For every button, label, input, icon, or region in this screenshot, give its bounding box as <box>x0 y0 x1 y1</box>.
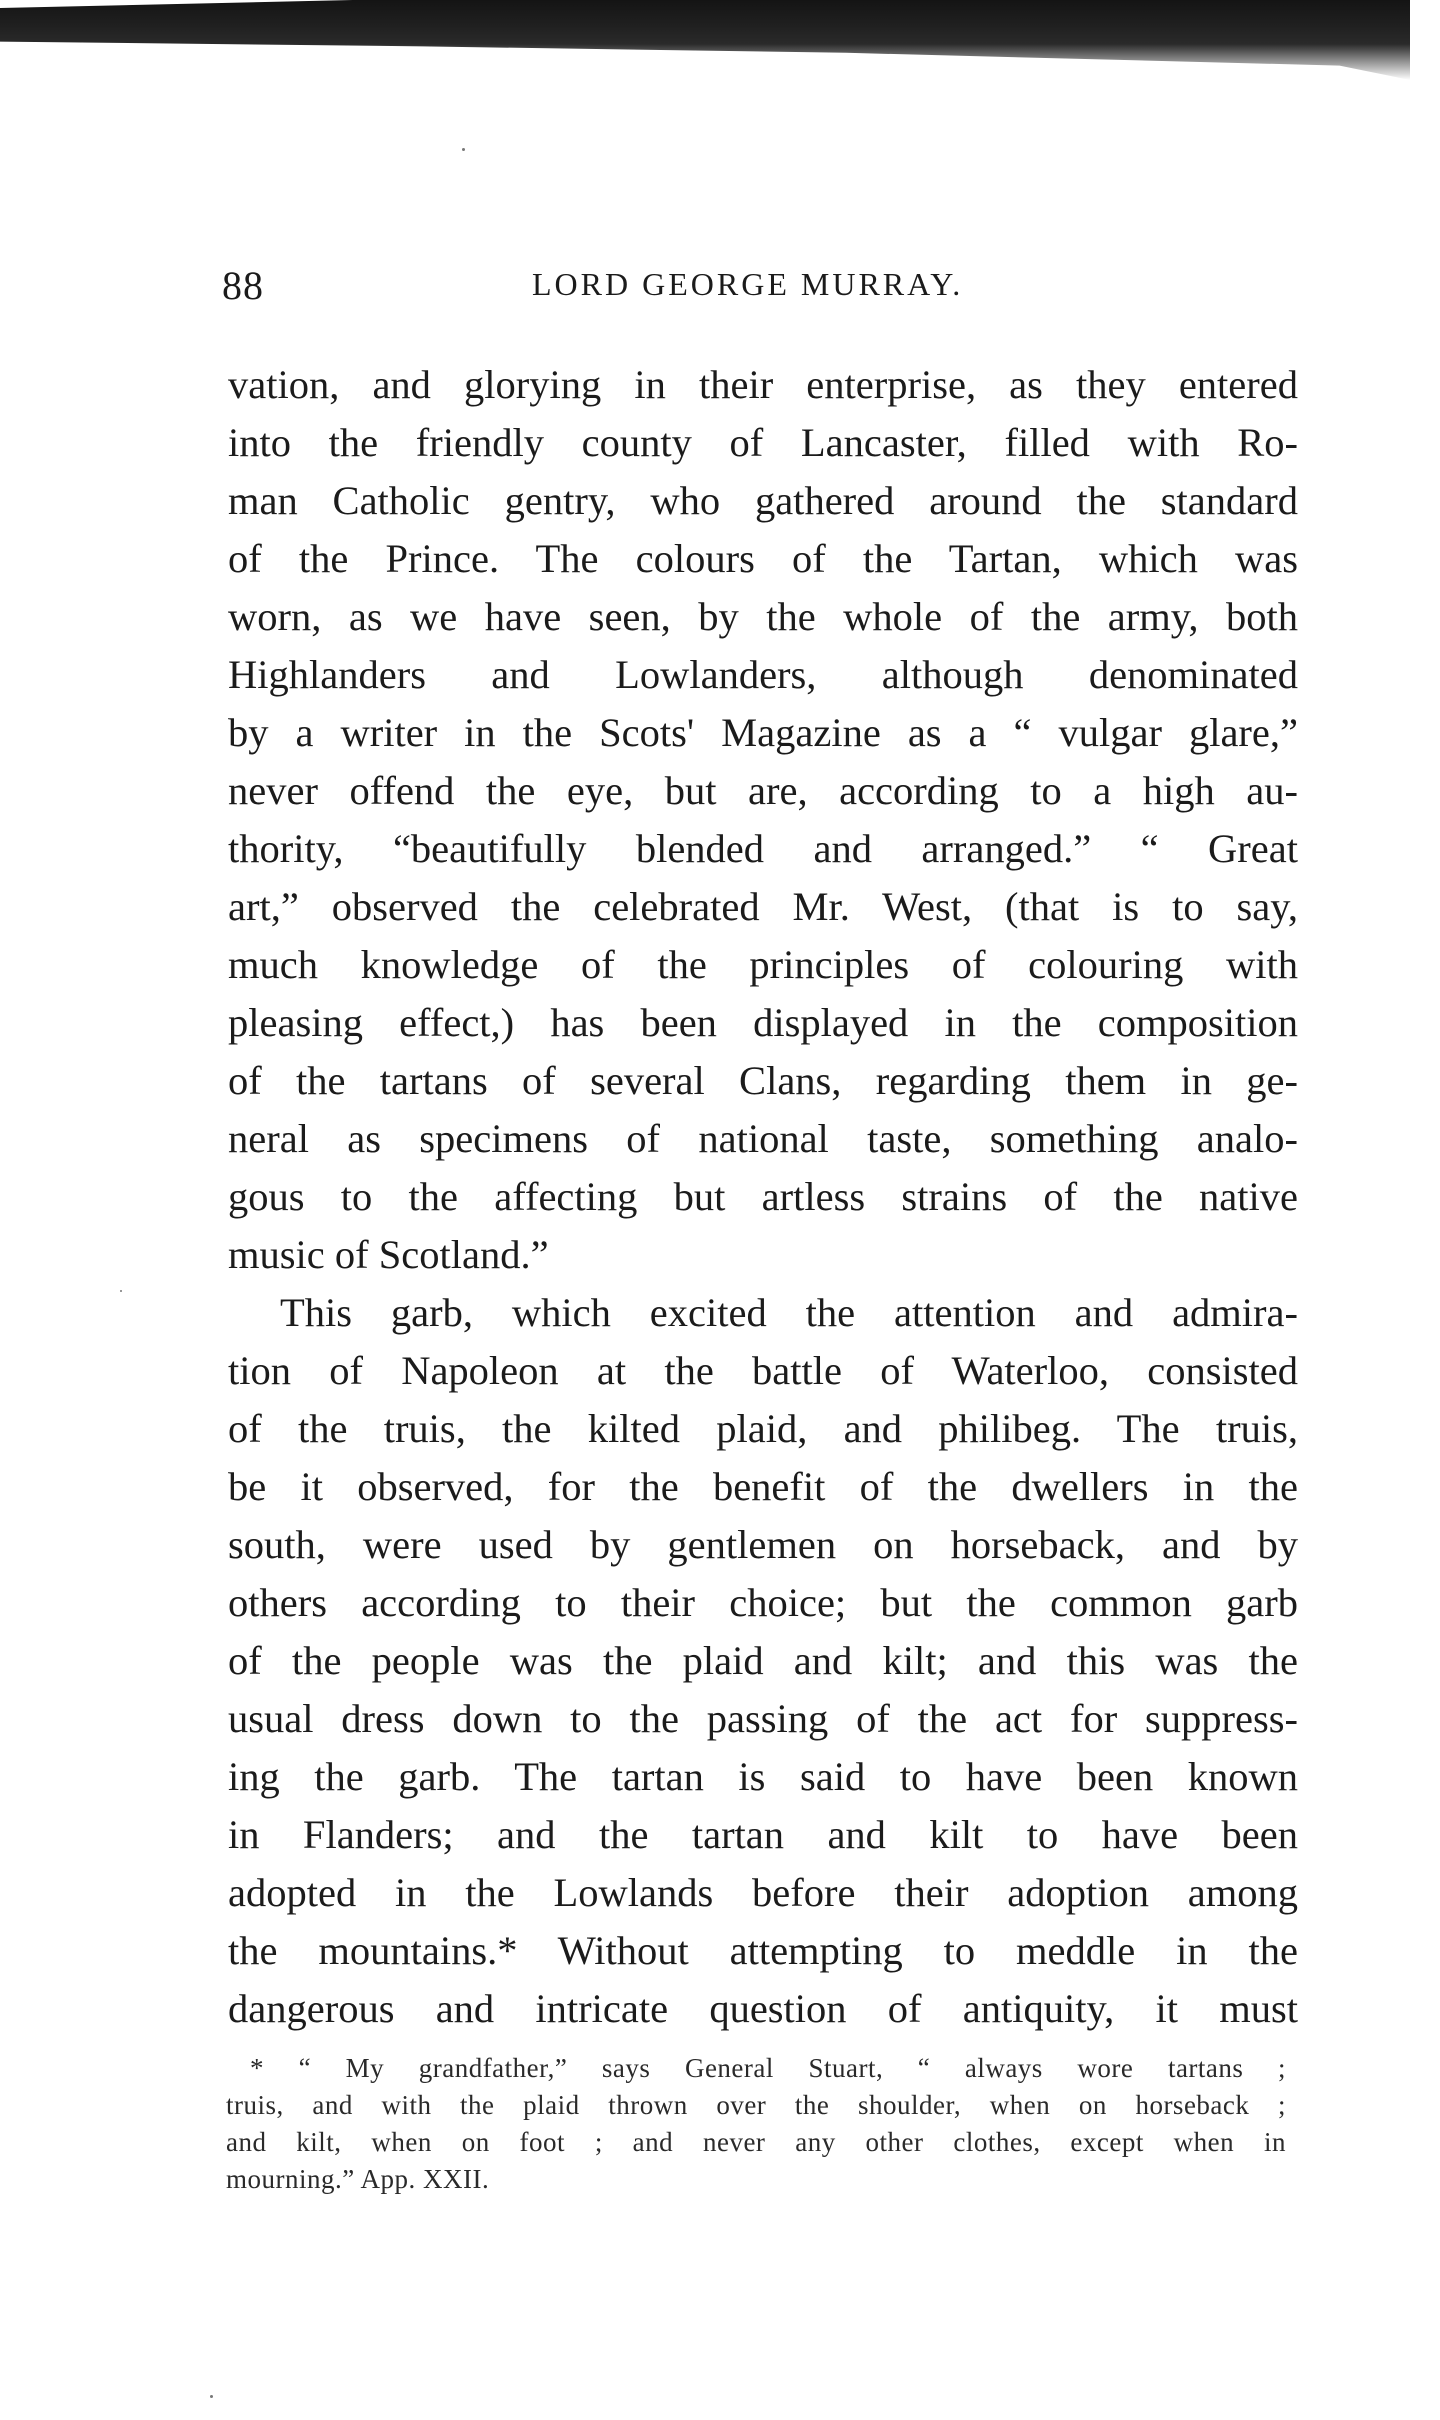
text-line: of the truis, the kilted plaid, and philibeg. The truis, <box>228 1406 1298 1451</box>
text-line: be it observed, for the benefit of the dwellers in the <box>228 1464 1298 1509</box>
body-text <box>228 356 1298 2038</box>
footnote <box>226 2050 1286 2198</box>
text-line: dangerous and intricate question of antiquity, it must <box>228 1986 1298 2031</box>
text-line: pleasing effect,) has been displayed in the composition <box>228 1000 1298 1045</box>
page-number: 88 <box>222 263 264 308</box>
text-line: much knowledge of the principles of colouring with <box>228 942 1298 987</box>
text-line: Highlanders and Lowlanders, although denominated <box>228 652 1298 697</box>
footnote-line: and kilt, when on foot ; and never any other clothes, except when in <box>226 2127 1286 2157</box>
text-line: the mountains.* Without attempting to meddle in the <box>228 1928 1298 1973</box>
text-line: never offend the eye, but are, according to a high au- <box>228 768 1298 813</box>
footnote-line: mourning.” App. XXII. <box>226 2164 490 2194</box>
text-line: worn, as we have seen, by the whole of the army, both <box>228 594 1298 639</box>
text-line: art,” observed the celebrated Mr. West, (that is to say, <box>228 884 1298 929</box>
paper-speck <box>462 148 465 151</box>
paper-speck <box>120 1290 122 1292</box>
paragraph-end-line: music of Scotland.” <box>228 1232 549 1277</box>
text-line: usual dress down to the passing of the act for suppress- <box>228 1696 1298 1741</box>
text-line: south, were used by gentlemen on horseback, and by <box>228 1522 1298 1567</box>
running-head <box>222 262 1292 312</box>
footnote-line: * “ My grandfather,” says General Stuart, “ always wore tartans ; <box>250 2053 1286 2083</box>
text-line: vation, and glorying in their enterprise, as they entered <box>228 362 1298 407</box>
text-line: by a writer in the Scots' Magazine as a “ vulgar glare,” <box>228 710 1298 755</box>
text-line: adopted in the Lowlands before their adoption among <box>228 1870 1298 1915</box>
footnote-line: truis, and with the plaid thrown over the shoulder, when on horseback ; <box>226 2090 1286 2120</box>
paper-speck <box>210 2395 213 2398</box>
text-line: ing the garb. The tartan is said to have been known <box>228 1754 1298 1799</box>
paragraph-start-line: This garb, which excited the attention and admira- <box>280 1290 1298 1335</box>
text-line: neral as specimens of national taste, something analo- <box>228 1116 1298 1161</box>
text-line: of the tartans of several Clans, regarding them in ge- <box>228 1058 1298 1103</box>
text-line: in Flanders; and the tartan and kilt to have been <box>228 1812 1298 1857</box>
text-line: gous to the affecting but artless strains of the native <box>228 1174 1298 1219</box>
text-line: others according to their choice; but the common garb <box>228 1580 1298 1625</box>
scanned-page-edge <box>0 0 1410 80</box>
text-line: thority, “beautifully blended and arranged.” “ Great <box>228 826 1298 871</box>
text-line: of the Prince. The colours of the Tartan, which was <box>228 536 1298 581</box>
text-line: man Catholic gentry, who gathered around the standard <box>228 478 1298 523</box>
text-line: of the people was the plaid and kilt; and this was the <box>228 1638 1298 1683</box>
text-line: into the friendly county of Lancaster, filled with Ro- <box>228 420 1298 465</box>
running-title: LORD GEORGE MURRAY. <box>532 266 964 302</box>
text-line: tion of Napoleon at the battle of Waterloo, consisted <box>228 1348 1298 1393</box>
